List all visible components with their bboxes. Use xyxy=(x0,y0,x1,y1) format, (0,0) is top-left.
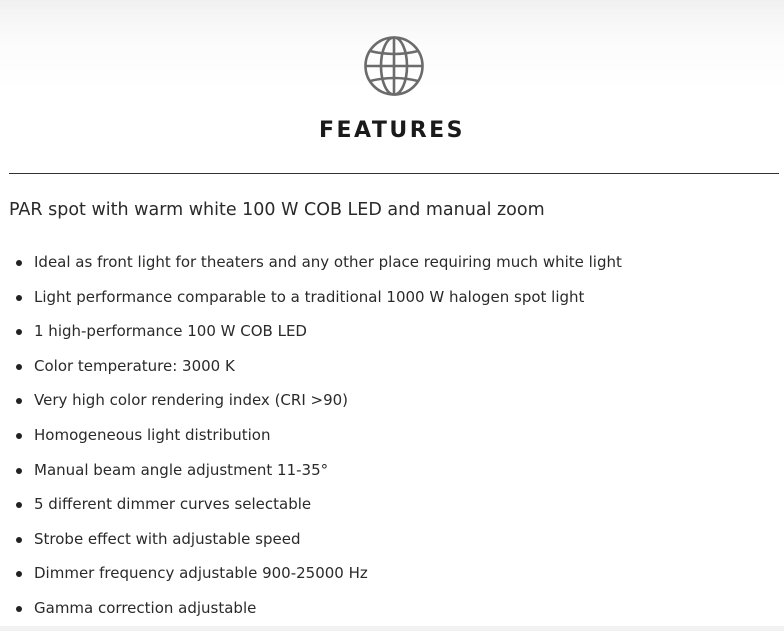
bullet xyxy=(16,571,22,577)
feature-text: Homogeneous light distribution xyxy=(34,425,271,444)
feature-text: 1 high-performance 100 W COB LED xyxy=(34,322,307,341)
feature-text: Color temperature: 3000 K xyxy=(34,356,235,375)
feature-text: 5 different dimmer curves selectable xyxy=(34,495,312,514)
feature-item xyxy=(0,388,622,423)
divider xyxy=(9,173,779,174)
feature-text: Strobe effect with adjustable speed xyxy=(34,529,301,548)
feature-item xyxy=(0,423,622,458)
features-header xyxy=(0,0,784,174)
bullet xyxy=(16,606,22,612)
bullet xyxy=(16,502,22,508)
features-list xyxy=(0,250,622,631)
feature-text: Dimmer frequency adjustable 900-25000 Hz xyxy=(34,564,368,583)
bullet xyxy=(16,329,22,335)
feature-item xyxy=(0,561,622,596)
feature-text: Light performance comparable to a traditional 1000 W halogen spot light xyxy=(34,287,585,306)
bullet xyxy=(16,433,22,439)
bullet xyxy=(16,364,22,370)
section-title: FEATURES xyxy=(318,118,466,143)
feature-item xyxy=(0,596,622,631)
feature-item xyxy=(0,458,622,493)
bullet xyxy=(16,468,22,474)
product-intro: PAR spot with warm white 100 W COB LED and manual zoom xyxy=(9,200,545,220)
feature-text: Gamma correction adjustable xyxy=(34,598,257,617)
bullet xyxy=(16,398,22,404)
feature-item xyxy=(0,492,622,527)
feature-item xyxy=(0,527,622,562)
feature-item xyxy=(0,285,622,320)
bullet xyxy=(16,260,22,266)
globe-icon xyxy=(363,35,425,97)
feature-text: Very high color rendering index (CRI >90) xyxy=(34,391,349,410)
bullet xyxy=(16,295,22,301)
feature-text: Ideal as front light for theaters and any other place requiring much white light xyxy=(34,253,622,271)
bullet xyxy=(16,537,22,543)
feature-item xyxy=(0,250,622,285)
feature-item xyxy=(0,354,622,389)
feature-item xyxy=(0,319,622,354)
feature-text: Manual beam angle adjustment 11-35° xyxy=(34,460,329,479)
